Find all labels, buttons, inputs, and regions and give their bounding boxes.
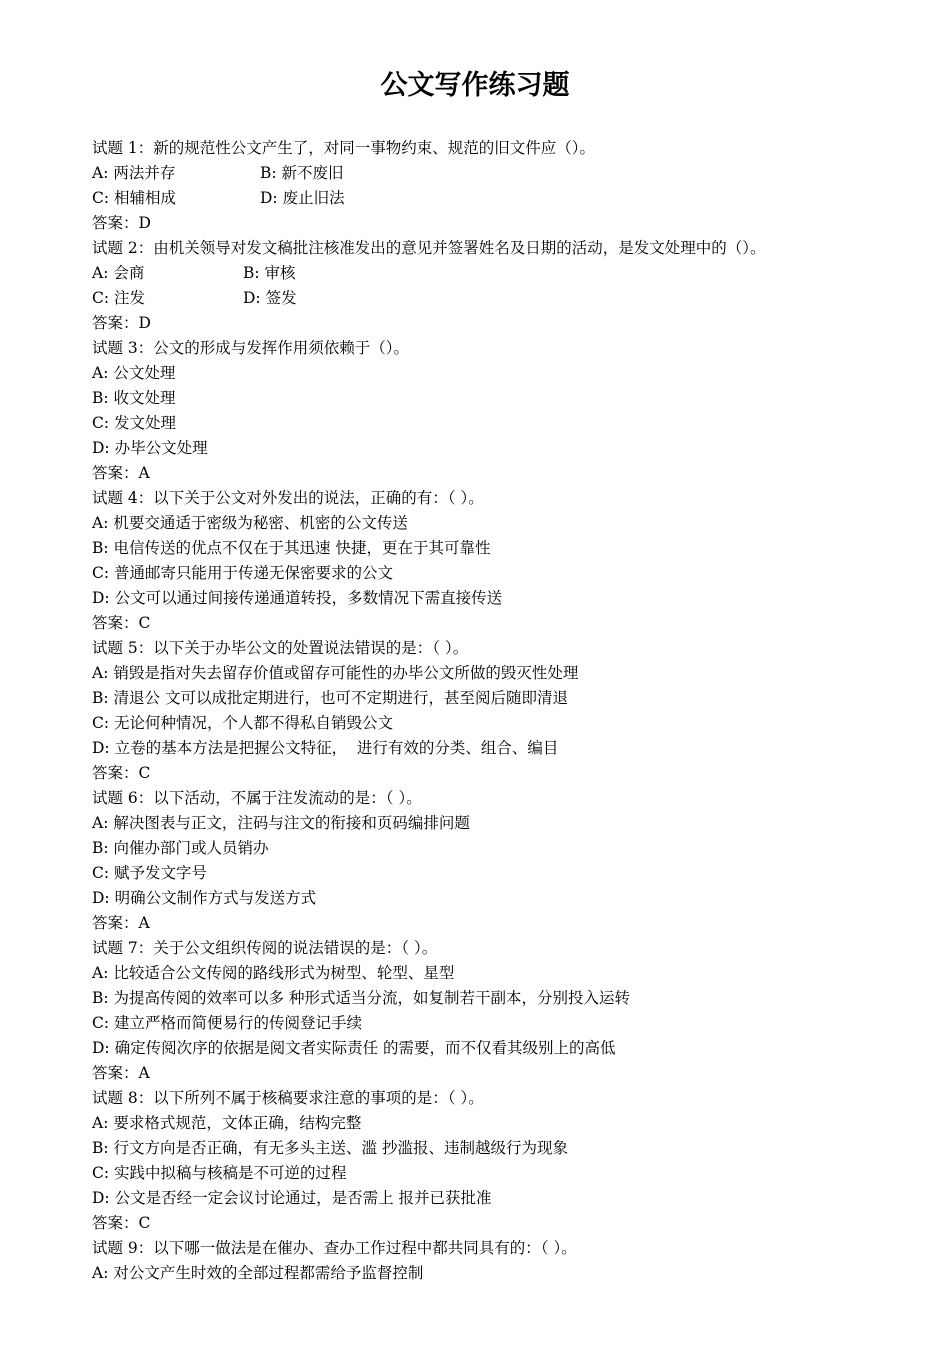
option-text: C: 建立严格而简便易行的传阅登记手续 [92,1014,363,1032]
option-text: D: 公文可以通过间接传递通道转投，多数情况下需直接传送 [92,589,503,607]
option-text: B: 为提高传阅的效率可以多 种形式适当分流，如复制若干副本，分别投入运转 [92,989,630,1007]
question-stem: 试题 9：以下哪一做法是在催办、查办工作过程中都共同具有的：（ ）。 [92,1239,577,1257]
question-stem: 试题 1：新的规范性公文产生了，对同一事物约束、规范的旧文件应（）。 [92,139,596,157]
option-text: B: 向催办部门或人员销办 [92,839,269,857]
question-block [92,486,912,636]
option-text: A: 两法并存 [92,164,176,182]
option-text: C: 发文处理 [92,414,177,432]
option-text: A: 会商 [92,264,145,282]
option-text: A: 要求格式规范，文体正确，结构完整 [92,1114,362,1132]
option-text: A: 销毁是指对失去留存价值或留存可能性的办毕公文所做的毁灭性处理 [92,664,579,682]
answer-text: 答案：C [92,614,151,632]
question-stem: 试题 8：以下所列不属于核稿要求注意的事项的是：（ ）。 [92,1089,484,1107]
option-text: A: 比较适合公文传阅的路线形式为树型、轮型、星型 [92,964,455,982]
document-title: 公文写作练习题 [380,70,570,101]
answer-text: 答案：A [92,914,150,932]
option-text: C: 普通邮寄只能用于传递无保密要求的公文 [92,564,394,582]
answer-text: 答案：D [92,214,151,232]
option-text: D: 确定传阅次序的依据是阅文者实际责任 的需要，而不仅看其级别上的高低 [92,1039,616,1057]
answer-text: 答案：A [92,1064,150,1082]
question-stem: 试题 2：由机关领导对发文稿批注核准发出的意见并签署姓名及日期的活动，是发文处理中的（）。 [92,239,766,257]
option-row [92,261,912,286]
option-row [92,161,912,186]
option-row [92,286,912,311]
answer-text: 答案：C [92,1214,151,1232]
question-stem: 试题 3：公文的形成与发挥作用须依赖于（）。 [92,339,410,357]
question-list [92,136,912,1286]
question-block [92,236,912,336]
option-text: D: 公文是否经一定会议讨论通过，是否需上 报并已获批准 [92,1189,492,1207]
question-block [92,786,912,936]
question-block [92,636,912,786]
option-text: B: 审核 [243,264,296,282]
option-text: D: 办毕公文处理 [92,439,208,457]
option-text: C: 注发 [92,289,146,307]
option-text: D: 废止旧法 [260,189,345,207]
question-stem: 试题 5：以下关于办毕公文的处置说法错误的是：（ ）。 [92,639,469,657]
option-text: C: 实践中拟稿与核稿是不可逆的过程 [92,1164,347,1182]
option-text: B: 行文方向是否正确，有无多头主送、滥 抄滥报、违制越级行为现象 [92,1139,568,1157]
question-stem: 试题 7：关于公文组织传阅的说法错误的是：（ ）。 [92,939,438,957]
answer-text: 答案：D [92,314,151,332]
question-block [92,1236,912,1286]
question-block [92,1086,912,1236]
question-stem: 试题 4：以下关于公文对外发出的说法，正确的有：（ ）。 [92,489,484,507]
option-text: A: 解决图表与正文，注码与注文的衔接和页码编排问题 [92,814,470,832]
option-text: A: 对公文产生时效的全部过程都需给予监督控制 [92,1264,424,1282]
option-text: D: 明确公文制作方式与发送方式 [92,889,317,907]
option-text: B: 电信传送的优点不仅在于其迅速 快捷，更在于其可靠性 [92,539,491,557]
option-row [92,186,912,211]
question-block [92,336,912,486]
question-block [92,936,912,1086]
question-stem: 试题 6：以下活动，不属于注发流动的是：（ ）。 [92,789,422,807]
answer-text: 答案：A [92,464,150,482]
option-text: B: 清退公 文可以成批定期进行，也可不定期进行，甚至阅后随即清退 [92,689,568,707]
option-text: C: 无论何种情况，个人都不得私自销毁公文 [92,714,394,732]
answer-text: 答案：C [92,764,151,782]
option-text: C: 赋予发文字号 [92,864,208,882]
option-text: B: 新不废旧 [260,164,344,182]
option-text: D: 签发 [243,289,297,307]
option-text: D: 立卷的基本方法是把握公文特征， 进行有效的分类、组合、编目 [92,739,559,757]
option-text: A: 机要交通适于密级为秘密、机密的公文传送 [92,514,408,532]
option-text: C: 相辅相成 [92,189,177,207]
question-block [92,136,912,236]
option-text: A: 公文处理 [92,364,176,382]
option-text: B: 收文处理 [92,389,176,407]
